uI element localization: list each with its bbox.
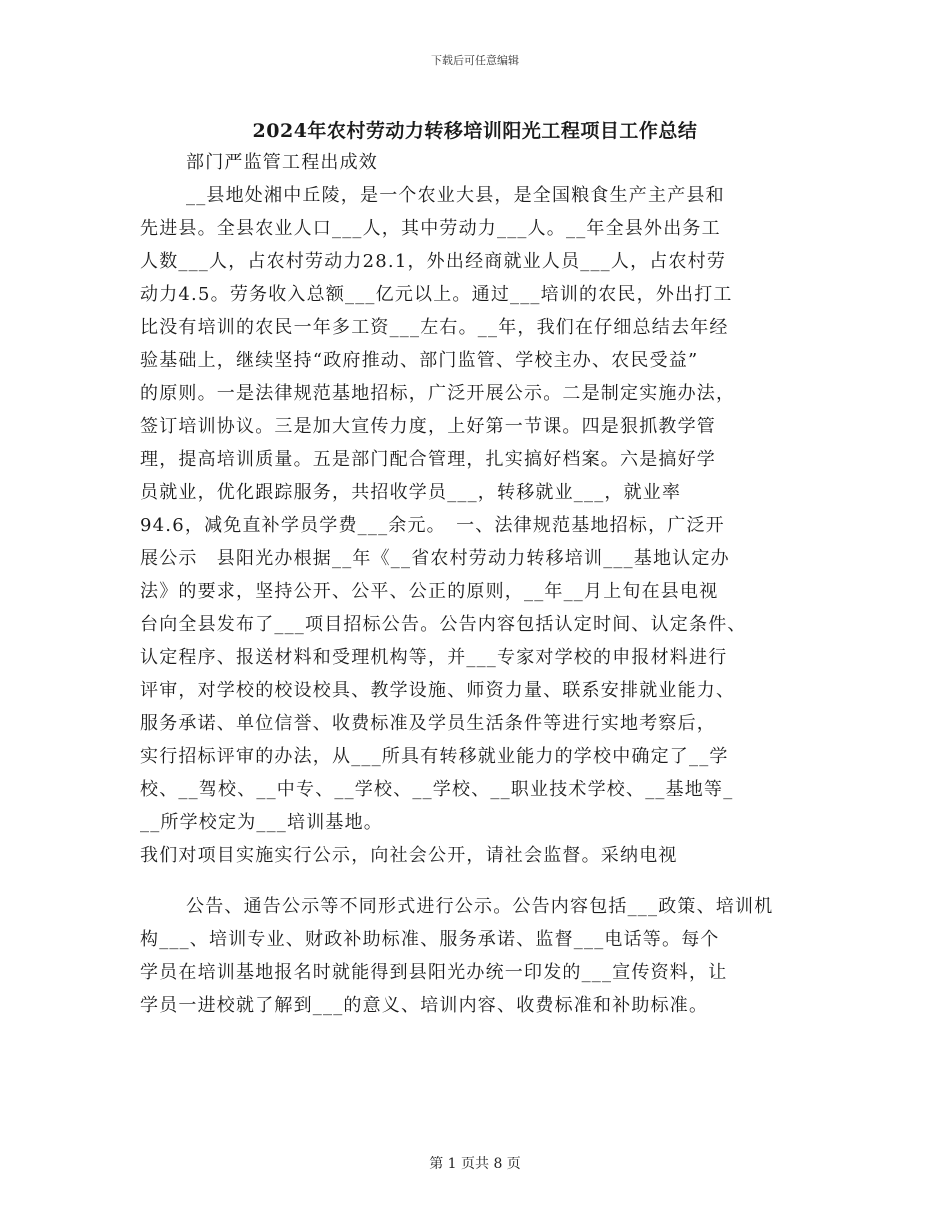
page-number: 第 1 页共 8 页	[429, 1156, 521, 1172]
body-line: 我们对项目实施实行公示，向社会公开，请社会监督。采纳电视	[140, 845, 678, 866]
body-line: 构___、培训专业、财政补助标准、服务承诺、监督___电话等。每个	[140, 929, 720, 950]
body-line: __所学校定为___培训基地。	[140, 812, 383, 833]
body-line: 认定程序、报送材料和受理机构等，并___专家对学校的申报材料进行	[140, 647, 728, 668]
body-line: 台向全县发布了___项目招标公告。公告内容包括认定时间、认定条件、	[140, 614, 747, 635]
body-line: 人数___人，占农村劳动力28.1，外出经商就业人员___人，占农村劳	[140, 251, 727, 272]
body-line: 展公示 县阳光办根据__年《__省农村劳动力转移培训___基地认定办	[140, 548, 730, 569]
paragraph-gap	[140, 872, 820, 890]
body-line	[140, 1022, 820, 1055]
body-line: 学员一进校就了解到___的意义、培训内容、收费标准和补助标准。	[140, 995, 709, 1016]
body-line: 公告、通告公示等不同形式进行公示。公告内容包括___政策、培训机	[186, 896, 774, 917]
body-line: __县地处湘中丘陵，是一个农业大县，是全国粮食生产主产县和	[186, 185, 725, 206]
body-line: 签订培训协议。三是加大宣传力度，上好第一节课。四是狠抓教学管	[140, 416, 716, 437]
body-line: 校、__驾校、__中专、__学校、__学校、__职业技术学校、__基地等_	[140, 779, 734, 800]
body-line: 服务承诺、单位信誉、收费标准及学员生活条件等进行实地考察后，	[140, 713, 716, 734]
page-header-note: 下载后可任意编辑	[431, 54, 519, 67]
body-line: 的原则。一是法律规范基地招标，广泛开展公示。二是制定实施办法，	[140, 383, 736, 404]
document-body	[140, 146, 820, 1055]
document-title: 2024年农村劳动力转移培训阳光工程项目工作总结	[252, 120, 698, 142]
body-line: 动力4.5。劳务收入总额___亿元以上。通过___培训的农民，外出打工	[140, 284, 733, 305]
body-line: 学员在培训基地报名时就能得到县阳光办统一印发的___宣传资料，让	[140, 962, 728, 983]
body-line: 员就业，优化跟踪服务，共招收学员___，转移就业___，就业率	[140, 482, 682, 503]
subtitle-line: 部门严监管工程出成效	[186, 152, 378, 173]
body-line: 实行招标评审的办法，从___所具有转移就业能力的学校中确定了__学	[140, 746, 729, 767]
body-line: 先进县。全县农业人口___人，其中劳动力___人。__年全县外出务工	[140, 218, 721, 239]
body-line: 94.6，减免直补学员学费___余元。 一、法律规范基地招标，广泛开	[140, 515, 725, 536]
body-line: 验基础上，继续坚持“政府推动、部门监管、学校主办、农民受益”	[140, 350, 699, 371]
body-line: 理，提高培训质量。五是部门配合管理，扎实搞好档案。六是搞好学	[140, 449, 716, 470]
body-line: 评审，对学校的校设校具、教学设施、师资力量、联系安排就业能力、	[140, 680, 736, 701]
body-line: 比没有培训的农民一年多工资___左右。__年，我们在仔细总结去年经	[140, 317, 729, 338]
body-line: 法》的要求，坚持公开、公平、公正的原则，__年__月上旬在县电视	[140, 581, 719, 602]
